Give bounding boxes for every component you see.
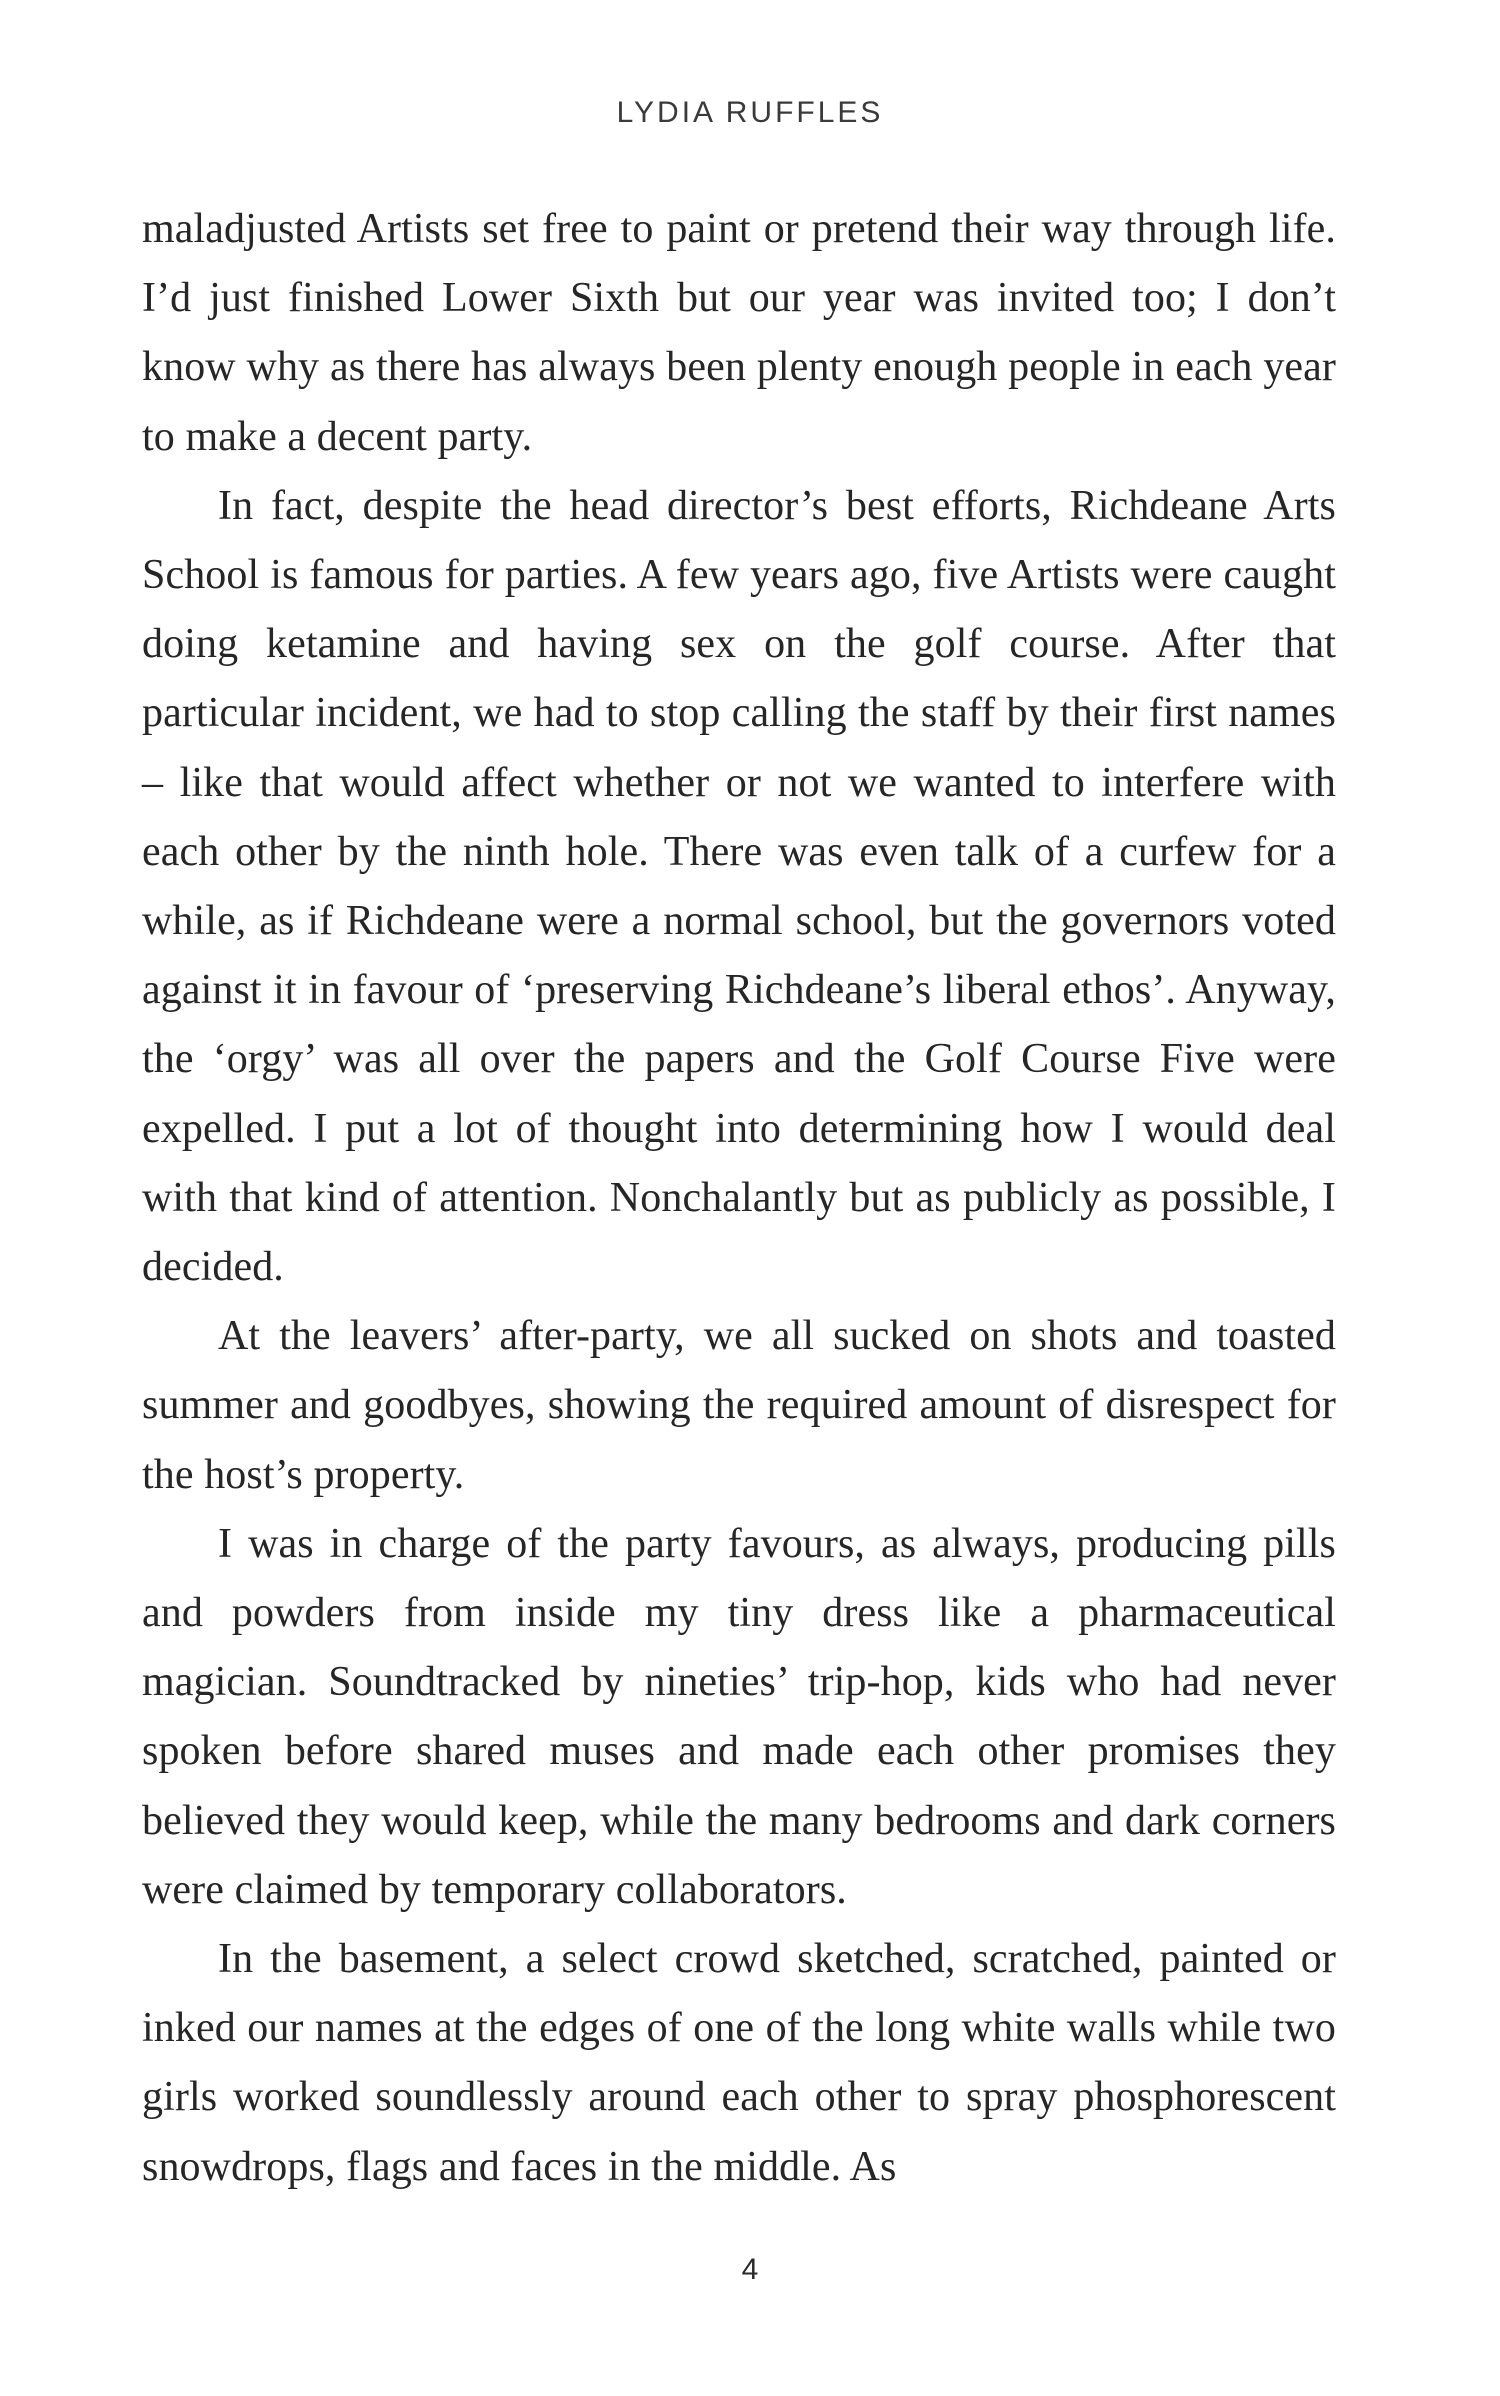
body-text [142,195,1336,2202]
paragraph-2: In fact, despite the head director’s best efforts, Richdeane Arts School is famous for parties. A few years ago, five Artists were caught doing ketamine and having sex on the golf course. After that particular incident, we had to stop calling the staff by their first names – like that would affect whether or not we wanted to interfere with each other by the ninth hole. There was even talk of a curfew for a while, as if Richdeane were a normal school, but the governors voted against it in favour of ‘preserving Richdeane’s liberal ethos’. Anyway, the ‘orgy’ was all over the papers and the Golf Course Five were expelled. I put a lot of thought into determining how I would deal with that kind of attention. Nonchalantly but as publicly as possible, I decided. [142,482,1336,1291]
page-number: 4 [741,2253,759,2286]
paragraph-3: At the leavers’ after-party, we all sucked on shots and toasted summer and goodbyes, showing the required amount of disrespect for the host’s property. [142,1313,1336,1498]
paragraph-1: maladjusted Artists set free to paint or pretend their way through life. I’d just finished Lower Sixth but our year was invited too; I don’t know why as there has always been plenty enough people in each year to make a decent party. [142,206,1336,460]
paragraph-5: In the basement, a select crowd sketched, scratched, painted or inked our names at the edges of one of the long white walls while two girls worked soundlessly around each other to spray phosphorescent snowdrops, flags and faces in the middle. As [142,1936,1336,2190]
running-head: LYDIA RUFFLES [616,96,884,129]
paragraph-4: I was in charge of the party favours, as always, producing pills and powders from inside my tiny dress like a pharmaceutical magician. Soundtracked by nineties’ trip-hop, kids who had never spoken before shared muses and made each other promises they believed they would keep, while the many bedrooms and dark corners were claimed by temporary collaborators. [142,1520,1336,1913]
